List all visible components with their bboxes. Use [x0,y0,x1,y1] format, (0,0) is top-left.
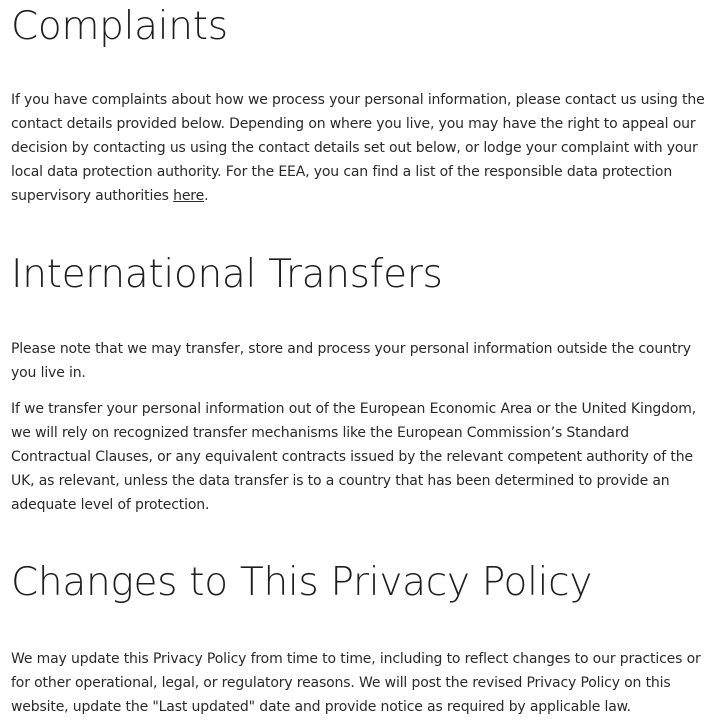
complaints-text: If you have complaints about how we process your personal information, please contact us using the contact details provided below. Depending on where you live, you may have the right to appeal our decision by contacting us using the contact details set out below, or lodge your complaint with your local data protection authority. For the EEA, you can find a list of the responsible data protection supervisory authorities [11,92,705,204]
supervisory-authorities-link[interactable]: here [173,188,205,204]
changes-heading: Changes to This Privacy Policy [11,560,593,605]
international-transfers-paragraph-2: If we transfer your personal information out of the European Economic Area or the United Kingdom, we will rely on recognized transfer mechanisms like the European Commission’s Standard Contractual Clauses, or any equivalent contracts issued by the relevant competent authority of the UK, as relevant, unless the data transfer is to a country that has been determined to provide an adequate level of protection. [11,401,697,513]
complaints-paragraph [11,88,711,208]
changes-paragraph: We may update this Privacy Policy from time to time, including to reflect changes to our practices or for other operational, legal, or regulatory reasons. We will post the revised Privacy Policy on this website, update the "Last updated" date and provide notice as required by applicable law. [11,651,701,715]
complaints-period: . [204,188,209,204]
complaints-heading: Complaints [11,4,228,49]
international-transfers-heading: International Transfers [11,252,443,297]
international-transfers-paragraph-1: Please note that we may transfer, store and process your personal information outside the country you live in. [11,341,691,381]
